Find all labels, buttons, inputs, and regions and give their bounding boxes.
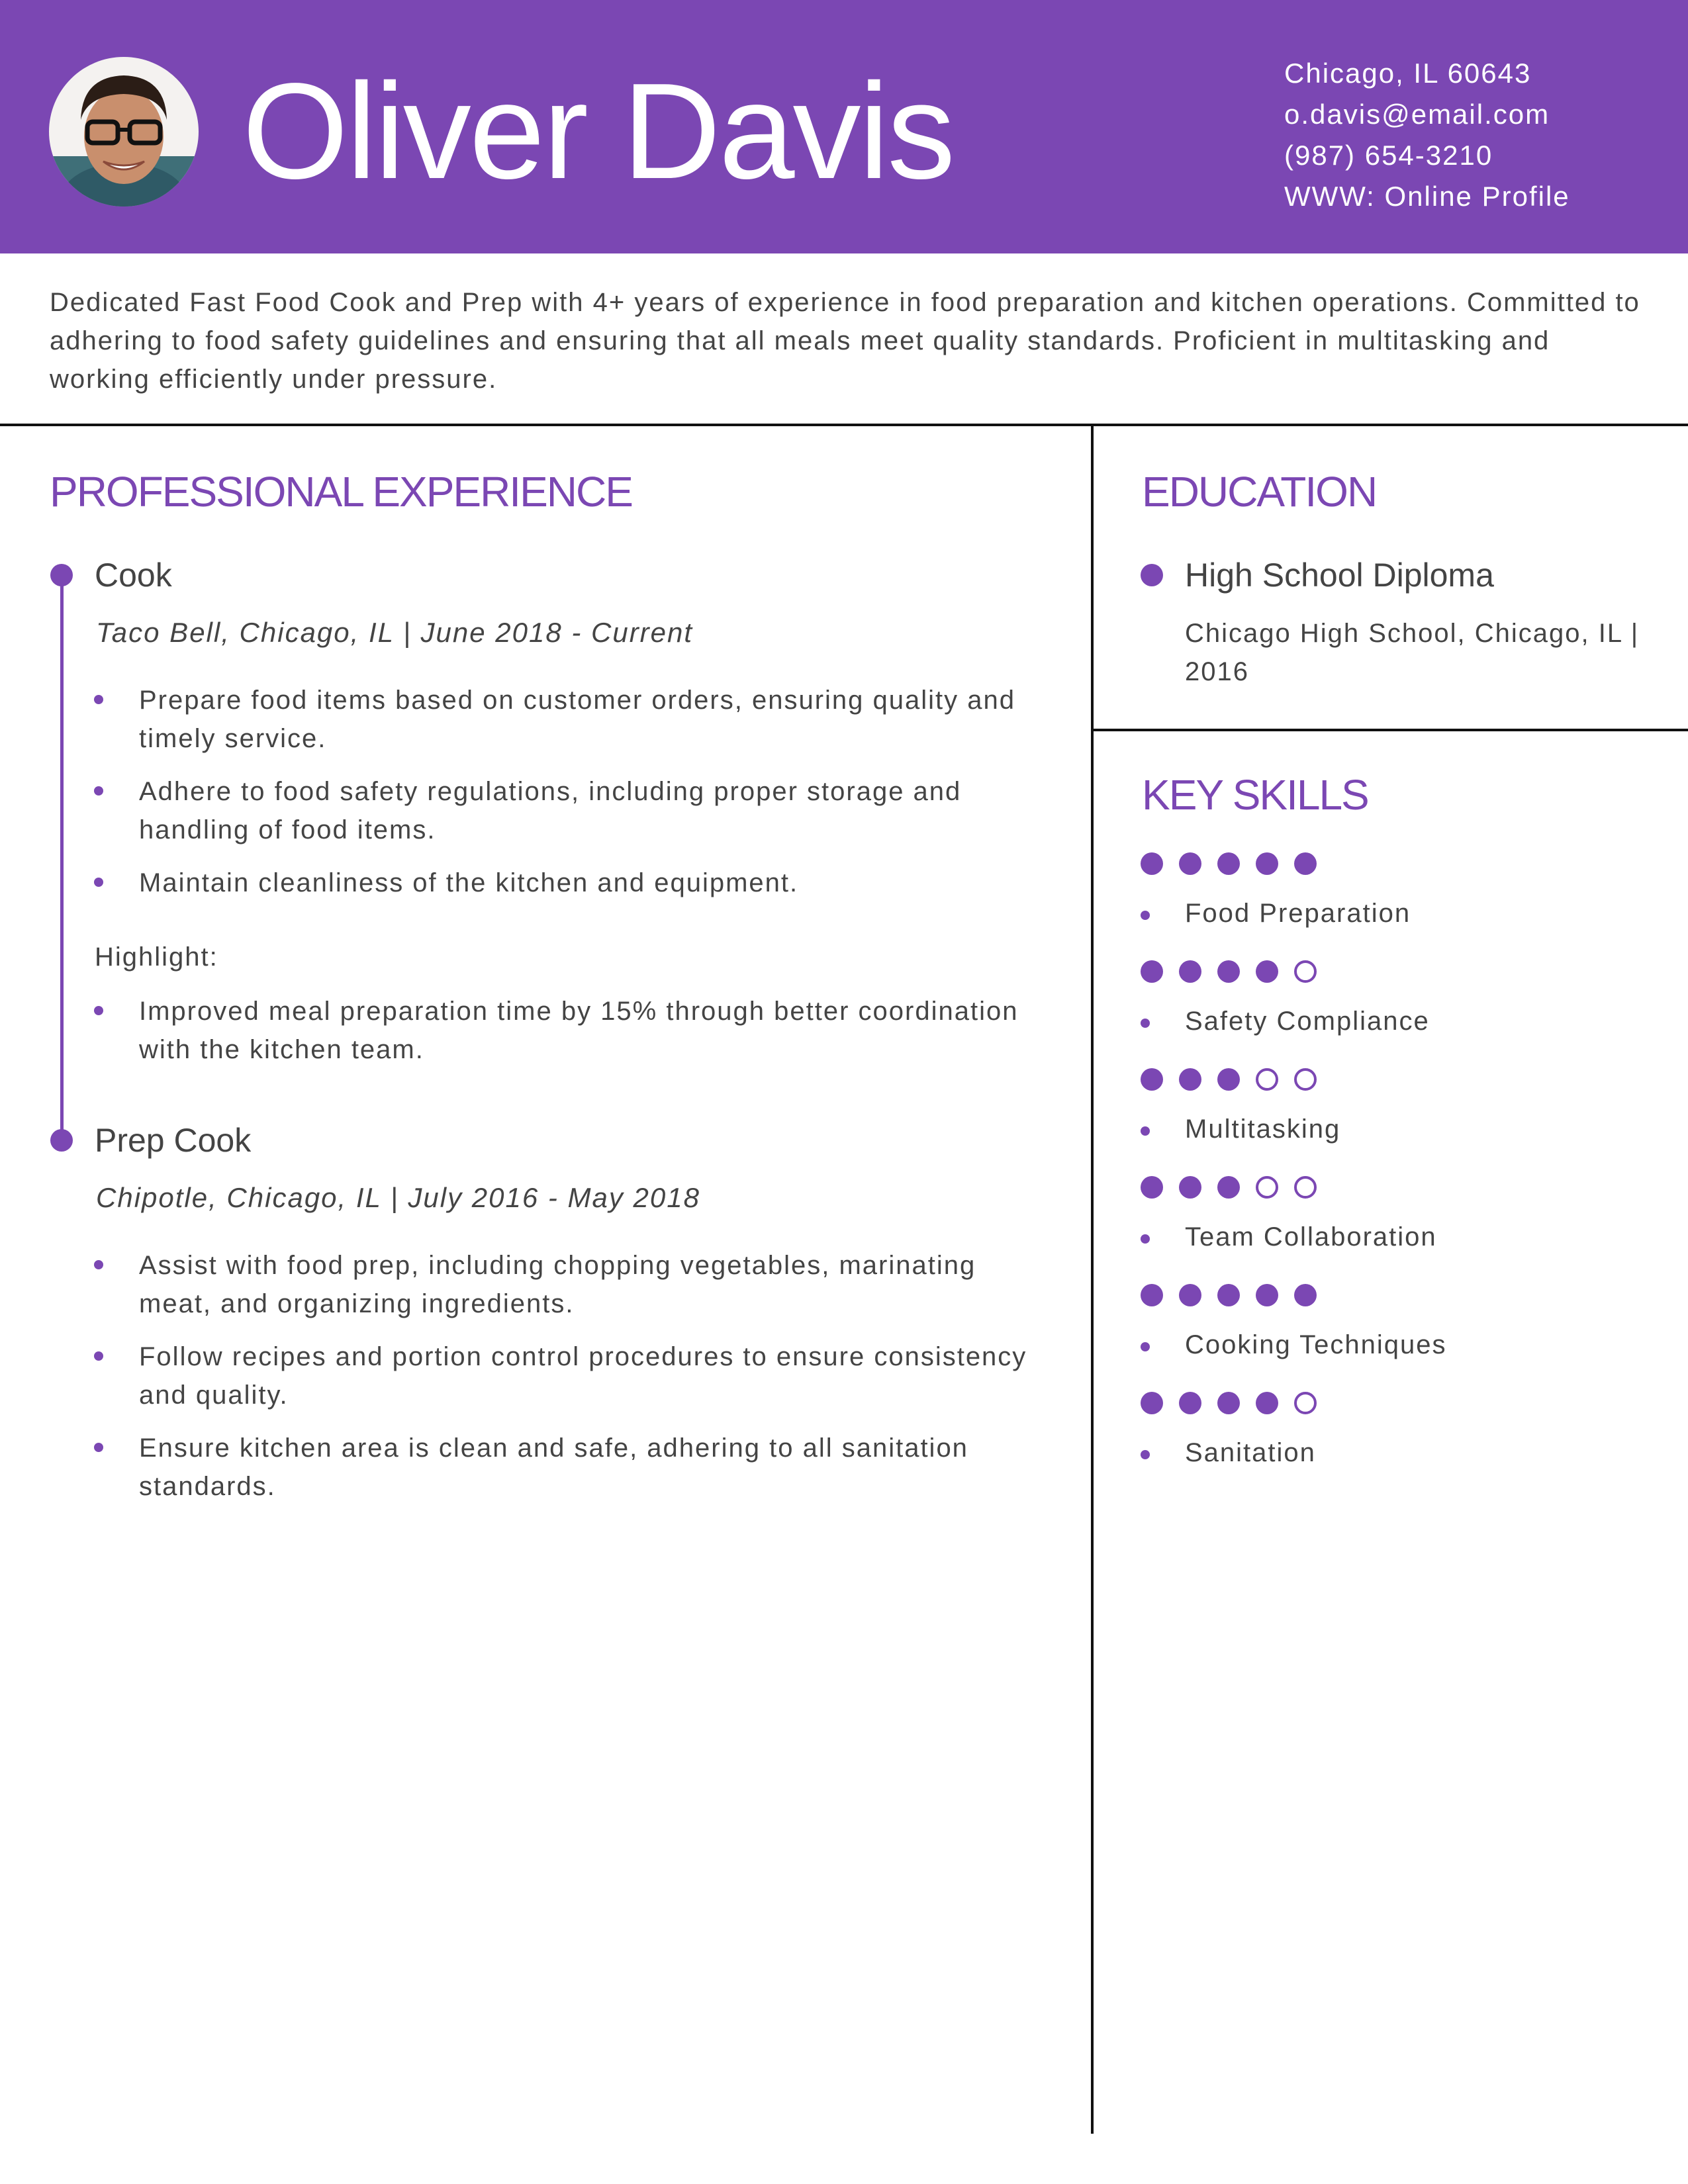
bullet-icon: [1141, 1126, 1150, 1136]
divider-horizontal: [0, 424, 1688, 426]
rating-dot-empty: [1294, 960, 1317, 983]
job-bullet: Follow recipes and portion control procedures to ensure consistency and quality.: [139, 1342, 1027, 1410]
summary-paragraph: Dedicated Fast Food Cook and Prep with 4+ years of experience in food preparation and kitchen operations. Committed to adhering to food safety guidelines and ensuring that all meals meet quality standards. Proficient in multitasking and working efficiently under pressure.: [50, 288, 1640, 394]
skill-item: [1141, 1068, 1670, 1176]
contact-website[interactable]: WWW: Online Profile: [1284, 181, 1570, 212]
job-bullet: Adhere to food safety regulations, including proper storage and handling of food items.: [139, 777, 962, 844]
bullet-icon: [94, 1351, 103, 1361]
rating-dot-filled: [1256, 1284, 1278, 1306]
bullet-icon: [94, 786, 103, 796]
rating-dot-filled: [1294, 852, 1317, 875]
skill-name: Cooking Techniques: [1185, 1330, 1447, 1359]
rating-dot-filled: [1141, 1176, 1163, 1199]
job-bullet: Ensure kitchen area is clean and safe, adhering to all sanitation standards.: [139, 1433, 968, 1501]
skill-item: [1141, 852, 1670, 960]
skill-item: [1141, 1284, 1670, 1392]
skill-item: [1141, 960, 1670, 1068]
job-bullet: Assist with food prep, including chopping vegetables, marinating meat, and organizing ingredients.: [139, 1251, 976, 1318]
skill-name: Food Preparation: [1185, 899, 1411, 928]
experience-heading: PROFESSIONAL EXPERIENCE: [50, 468, 632, 516]
contact-address: Chicago, IL 60643: [1284, 58, 1532, 89]
rating-dot-empty: [1294, 1068, 1317, 1091]
rating-dot-filled: [1217, 1176, 1240, 1199]
rating-dot-filled: [1141, 1284, 1163, 1306]
rating-dot-filled: [1256, 852, 1278, 875]
divider-sidebar: [1091, 729, 1688, 731]
skill-name: Team Collaboration: [1185, 1222, 1437, 1251]
rating-dot-filled: [1294, 1284, 1317, 1306]
rating-dot-filled: [1217, 1068, 1240, 1091]
profile-photo-image: [49, 57, 199, 206]
rating-dot-empty: [1294, 1176, 1317, 1199]
timeline-dot: [50, 564, 73, 586]
rating-dot-empty: [1294, 1392, 1317, 1414]
rating-dot-filled: [1179, 960, 1201, 983]
job-meta: Taco Bell, Chicago, IL | June 2018 - Current: [96, 617, 694, 648]
highlight-bullet: Improved meal preparation time by 15% through better coordination with the kitchen team.: [139, 997, 1019, 1064]
timeline-dot: [50, 1129, 73, 1152]
divider-vertical: [1091, 425, 1094, 2134]
bullet-icon: [94, 1260, 103, 1269]
skill-rating: [1141, 852, 1317, 875]
rating-dot-filled: [1141, 852, 1163, 875]
contact-block: [1284, 53, 1570, 217]
rating-dot-filled: [1217, 960, 1240, 983]
highlight-label: Highlight:: [95, 942, 218, 972]
skill-rating: [1141, 1284, 1317, 1306]
skill-item: [1141, 1176, 1670, 1284]
rating-dot-filled: [1141, 1068, 1163, 1091]
rating-dot-filled: [1141, 1392, 1163, 1414]
skill-item: [1141, 1392, 1670, 1500]
rating-dot-filled: [1217, 1284, 1240, 1306]
bullet-icon: [1141, 911, 1150, 920]
rating-dot-filled: [1256, 1392, 1278, 1414]
skill-rating: [1141, 960, 1317, 983]
rating-dot-filled: [1179, 1176, 1201, 1199]
education-dot: [1141, 564, 1163, 586]
experience-timeline: [60, 574, 64, 1141]
skill-name: Safety Compliance: [1185, 1007, 1430, 1036]
job-title: Cook: [95, 557, 172, 594]
rating-dot-filled: [1179, 852, 1201, 875]
skills-list: [1141, 852, 1670, 1500]
profile-photo: [49, 57, 199, 206]
rating-dot-filled: [1141, 960, 1163, 983]
candidate-name: Oliver Davis: [242, 55, 954, 207]
education-heading: EDUCATION: [1142, 468, 1377, 516]
bullet-icon: [94, 695, 103, 704]
contact-email[interactable]: o.davis@email.com: [1284, 99, 1550, 130]
skill-name: Sanitation: [1185, 1438, 1316, 1467]
job-bullet: Prepare food items based on customer orders, ensuring quality and timely service.: [139, 686, 1016, 753]
rating-dot-filled: [1217, 1392, 1240, 1414]
header-banner: [0, 0, 1688, 253]
skill-rating: [1141, 1068, 1317, 1091]
education-degree: High School Diploma: [1185, 557, 1494, 594]
rating-dot-filled: [1179, 1392, 1201, 1414]
bullet-icon: [1141, 1450, 1150, 1459]
rating-dot-filled: [1217, 852, 1240, 875]
bullet-icon: [94, 1443, 103, 1452]
bullet-icon: [1141, 1342, 1150, 1351]
rating-dot-empty: [1256, 1176, 1278, 1199]
job-title: Prep Cook: [95, 1122, 252, 1159]
bullet-icon: [94, 1006, 103, 1015]
job-meta: Chipotle, Chicago, IL | July 2016 - May 2018: [96, 1182, 700, 1213]
bullet-icon: [94, 878, 103, 887]
rating-dot-empty: [1256, 1068, 1278, 1091]
contact-phone: (987) 654-3210: [1284, 140, 1493, 171]
bullet-icon: [1141, 1019, 1150, 1028]
education-school: Chicago High School, Chicago, IL | 2016: [1185, 619, 1640, 686]
rating-dot-filled: [1256, 960, 1278, 983]
rating-dot-filled: [1179, 1068, 1201, 1091]
skills-heading: KEY SKILLS: [1142, 771, 1368, 819]
bullet-icon: [1141, 1234, 1150, 1244]
job-bullet: Maintain cleanliness of the kitchen and equipment.: [139, 868, 799, 897]
skill-rating: [1141, 1176, 1317, 1199]
rating-dot-filled: [1179, 1284, 1201, 1306]
skill-name: Multitasking: [1185, 1115, 1341, 1144]
skill-rating: [1141, 1392, 1317, 1414]
